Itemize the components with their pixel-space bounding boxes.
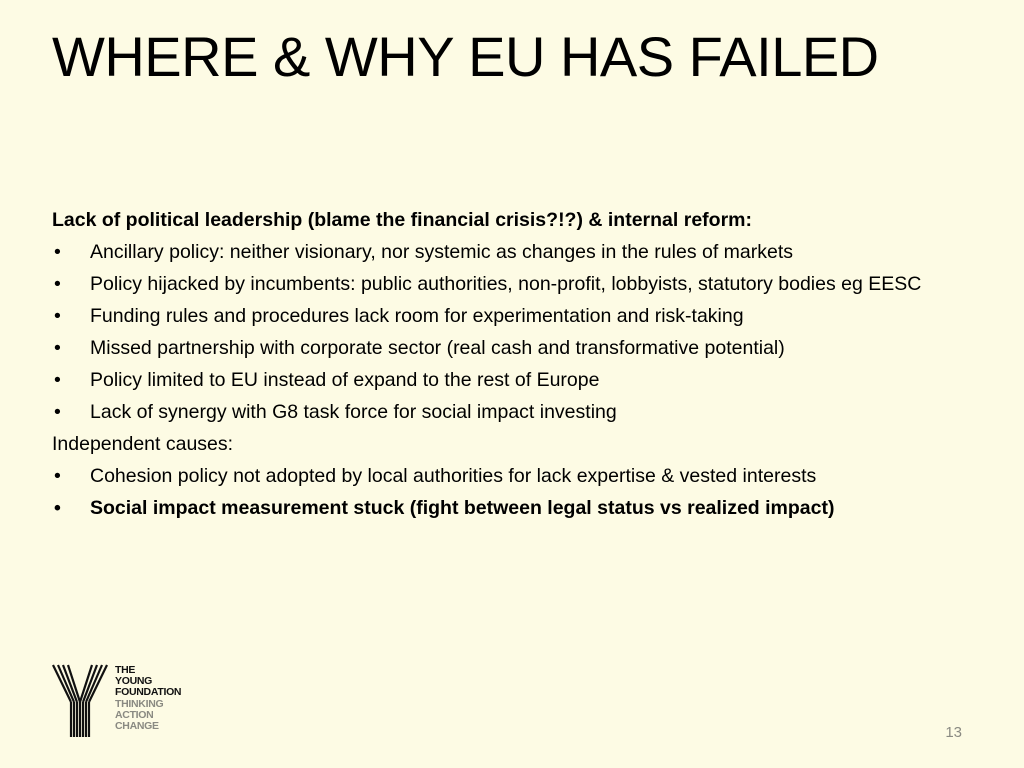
bullet-item-emphasized (52, 496, 972, 521)
bullet-glyph: • (54, 337, 61, 359)
bullet-text: Funding rules and procedures lack room for experimentation and risk-taking (90, 305, 744, 327)
logo-text-young: YOUNG (115, 675, 153, 688)
page-number: 13 (945, 724, 962, 741)
logo-wordmark (115, 665, 181, 732)
bullet-glyph: • (54, 465, 61, 487)
bullet-glyph: • (54, 305, 61, 327)
bullet-item (52, 336, 972, 361)
slide-content (52, 208, 972, 528)
bullet-list-independent-causes (52, 464, 972, 521)
y-logo-icon (52, 664, 108, 738)
bullet-glyph: • (54, 497, 61, 519)
bullet-item (52, 240, 972, 265)
bullet-glyph: • (54, 369, 61, 391)
bullet-text: Policy limited to EU instead of expand to the rest of Europe (90, 369, 600, 391)
bullet-text: Cohesion policy not adopted by local authorities for lack expertise & vested interests (90, 465, 817, 487)
slide-title: WHERE & WHY EU HAS FAILED (52, 25, 879, 88)
logo-text-foundation: FOUNDATION (115, 686, 182, 699)
section-heading-independent-causes: Independent causes: (52, 433, 234, 455)
logo-text-the: THE (115, 664, 136, 676)
bullet-item (52, 272, 972, 297)
bullet-glyph: • (54, 273, 61, 295)
bullet-item (52, 304, 972, 329)
bullet-text: Social impact measurement stuck (fight between legal status vs realized impact) (90, 497, 835, 519)
bullet-text: Lack of synergy with G8 task force for social impact investing (90, 401, 617, 423)
young-foundation-logo (52, 664, 192, 740)
bullet-text: Policy hijacked by incumbents: public authorities, non-profit, lobbyists, statutory bodies eg EESC (90, 273, 922, 295)
bullet-list-political-leadership (52, 240, 972, 425)
bullet-text: Missed partnership with corporate sector (real cash and transformative potential) (90, 337, 785, 359)
logo-text-action: ACTION (115, 708, 154, 721)
section-heading-political-leadership: Lack of political leadership (blame the financial crisis?!?) & internal reform: (52, 209, 752, 231)
bullet-item (52, 368, 972, 393)
logo-text-thinking: THINKING (115, 697, 164, 710)
bullet-glyph: • (54, 241, 61, 263)
bullet-item (52, 464, 972, 489)
logo-text-change: CHANGE (115, 720, 159, 733)
bullet-item (52, 400, 972, 425)
bullet-glyph: • (54, 401, 61, 423)
bullet-text: Ancillary policy: neither visionary, nor systemic as changes in the rules of markets (90, 241, 794, 263)
